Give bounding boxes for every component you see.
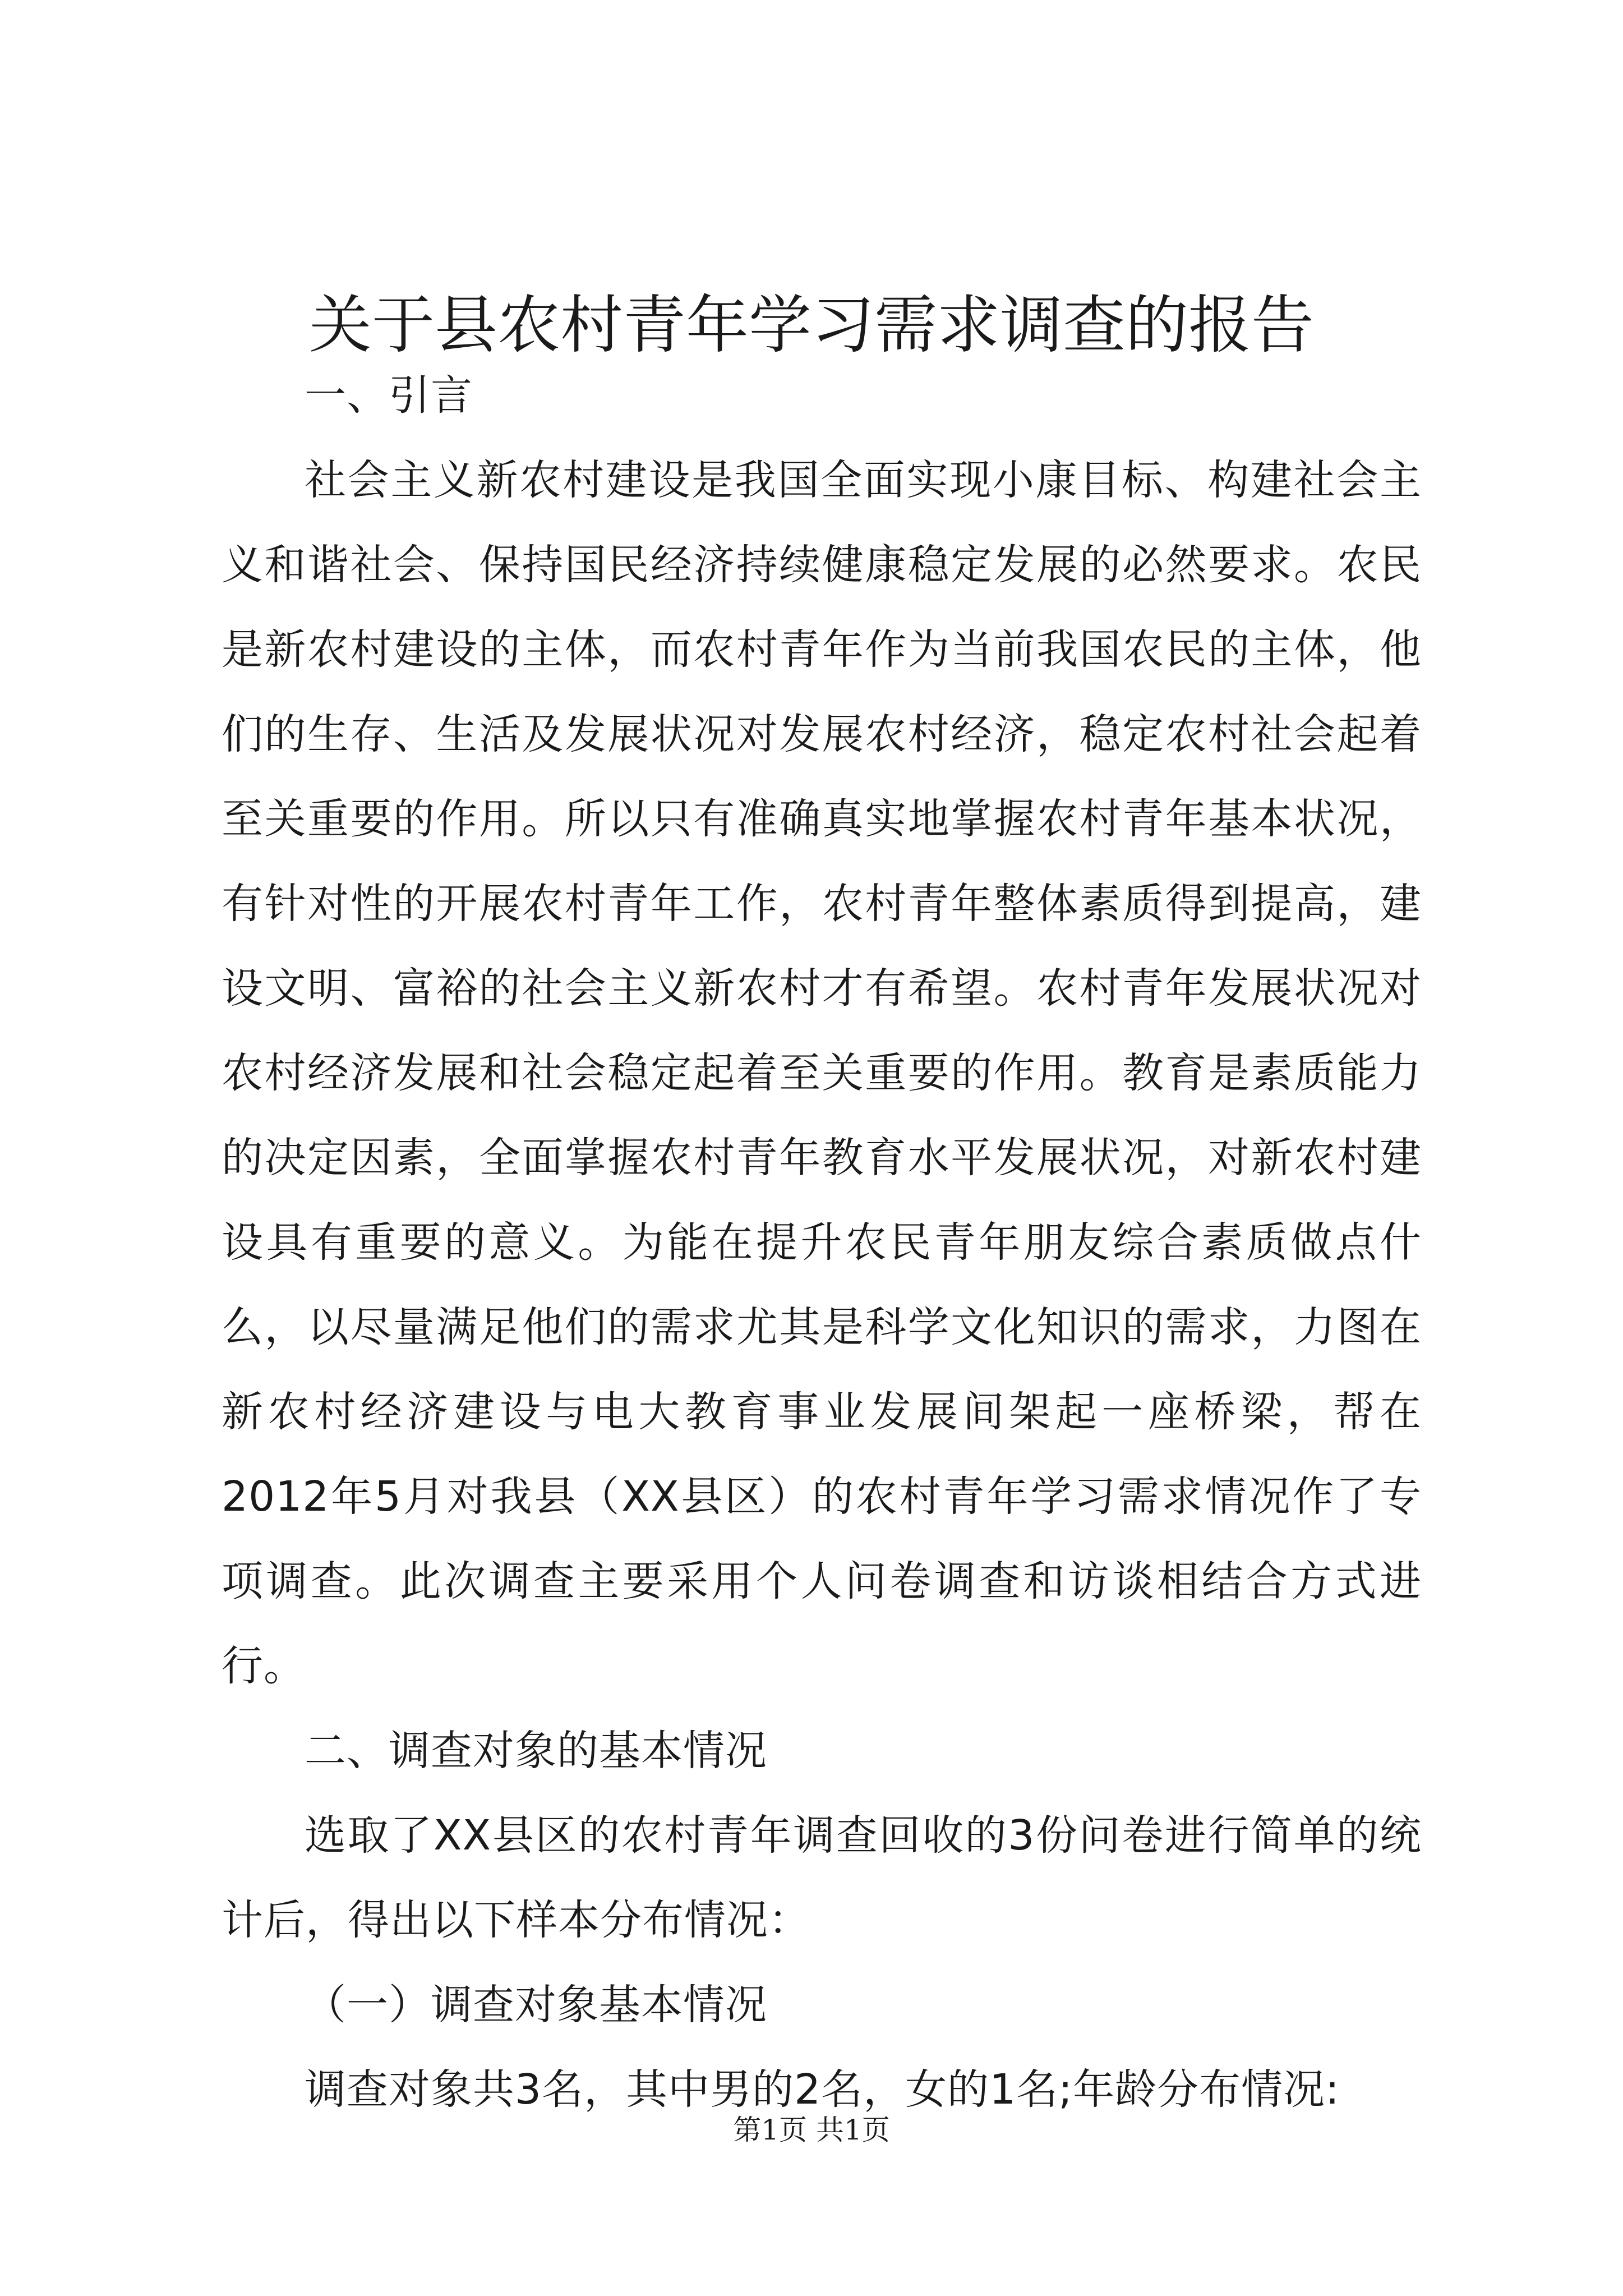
subsection-heading-basic-info: （一）调查对象基本情况 <box>305 1981 767 2029</box>
document-title: 关于县农村青年学习需求调查的报告 <box>309 289 1314 362</box>
section-heading-introduction: 一、引言 <box>305 371 473 420</box>
document-body <box>222 353 1422 2132</box>
paragraph-subject-count: 调查对象共3名，其中男的2名，女的1名;年龄分布情况: <box>305 2065 1340 2114</box>
paragraph-sample-selection: 选取了XX县区的农村青年调查回收的3份问卷进行简单的统计后，得出以下样本分布情况： <box>222 1811 1422 1944</box>
paragraph-introduction: 社会主义新农村建设是我国全面实现小康目标、构建社会主义和谐社会、保持国民经济持续健康稳定发展的必然要求。农民是新农村建设的主体，而农村青年作为当前我国农民的主体，他们的生存、生活及发展状况对发展农村经济，稳定农村社会起着至关重要的作用。所以只有准确真实地掌握农村青年基本状况，有针对性的开展农村青年工作，农村青年整体素质得到提高，建设文明、富裕的社会主义新农村才有希望。农村青年发展状况对农村经济发展和社会稳定起着至关重要的作用。教育是素质能力的决定因素，全面掌握农村青年教育水平发展状况，对新农村建设具有重要的意义。为能在提升农民青年朋友综合素质做点什么，以尽量满足他们的需求尤其是科学文化知识的需求，力图在新农村经济建设与电大教育事业发展间架起一座桥梁，帮在2012年5月对我县（XX县区）的农村青年学习需求情况作了专项调查。此次调查主要采用个人问卷调查和访谈相结合方式进行。 <box>222 456 1422 1690</box>
section-heading-survey-subjects: 二、调查对象的基本情况 <box>305 1727 767 1775</box>
page-footer: 第1页 共1页 <box>733 2114 890 2146</box>
